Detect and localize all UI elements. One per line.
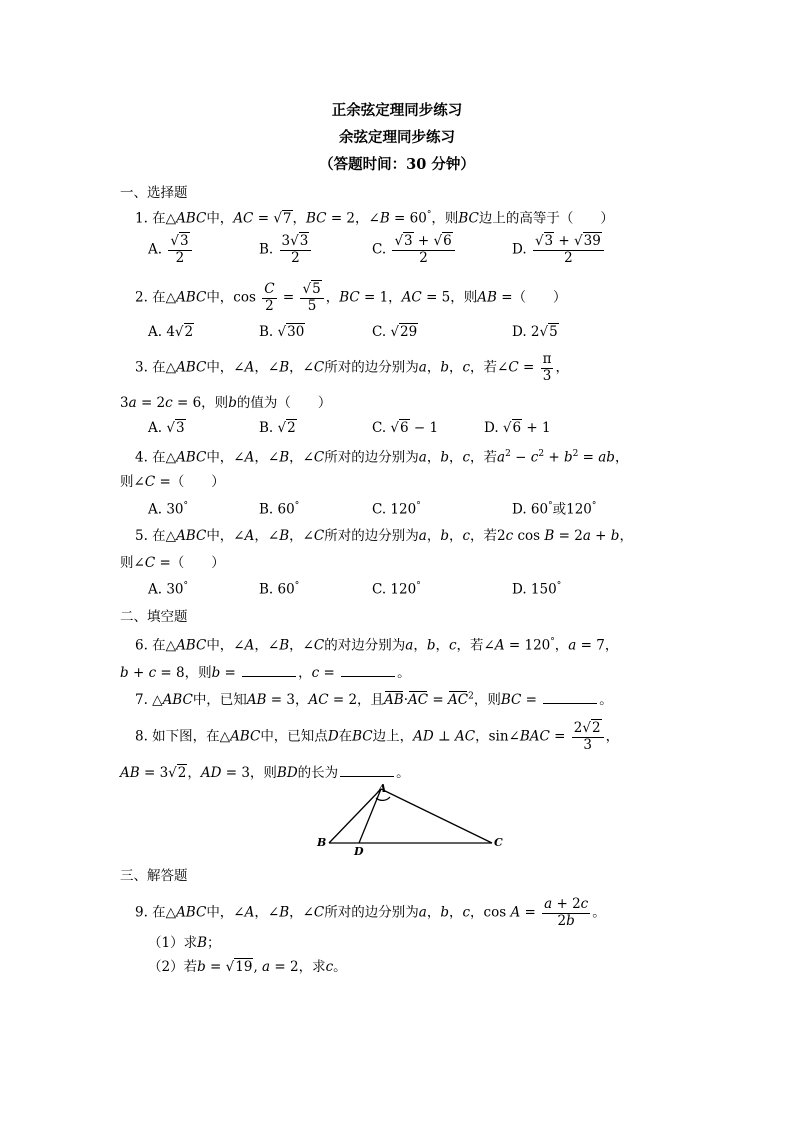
q7-answer-blank[interactable] xyxy=(543,691,597,704)
doc-title: 正余弦定理同步练习 xyxy=(331,102,463,119)
q5-option-c: C. 120° xyxy=(372,581,421,598)
q1-option-a: A. $\frac{√3}{2}$ xyxy=(148,234,194,266)
q9-stem: 9. 在△ABC中，∠A，∠B，∠C所对的边分别为a，b，c，cos A = $\frac{a + 2c}{2b}$ 。 xyxy=(135,896,606,929)
q2-option-a: A. 4√2 xyxy=(148,324,194,340)
side-ab xyxy=(329,789,381,843)
q5-stem-line2: 则∠C =（ ） xyxy=(120,555,225,571)
q4-stem-line2: 则∠C =（ ） xyxy=(120,474,225,490)
q8-answer-blank[interactable] xyxy=(340,764,394,777)
q3-option-b: B. √2 xyxy=(259,420,296,436)
q2-option-c: C. √29 xyxy=(372,324,418,340)
label-c: C xyxy=(494,836,503,849)
q1-option-d: D. $\frac{√3 + √39}{2}$ xyxy=(512,234,606,266)
q5-option-d: D. 150° xyxy=(512,581,562,598)
triangle-lines xyxy=(329,789,492,843)
q2-option-d: D. 2√5 xyxy=(512,324,558,340)
q4-option-a: A. 30° xyxy=(148,501,189,518)
q4-stem: 4. 在△ABC中，∠A，∠B，∠C所对的边分别为a，b，c，若$a^2 - c^2 + b^2$ = ab， xyxy=(135,449,629,466)
q2-stem: 2. 在△ABC中，cos $\frac{C}{2}$ = $\frac{√5}{5}$ ，BC = 1，AC = 5，则AB =（ ） xyxy=(135,281,567,314)
time-note: （答题时间：30 分钟） xyxy=(319,156,475,173)
triangle-figure xyxy=(310,780,510,856)
q8-stem: 8. 如下图，在△ABC中，已知点D在BC边上，AD ⊥ AC，sin∠BAC = $\frac{2√2}{3}$ ， xyxy=(135,720,620,753)
q6-stem: 6. 在△ABC中，∠A，∠B，∠C的对边分别为a，b，c，若∠A = 120°，a = 7， xyxy=(135,637,619,654)
section-answer: 三、解答题 xyxy=(120,868,188,884)
q7-stem: 7. △ABC中，已知AB = 3，AC = 2，且$AB\cdot AC = AC^2$，则BC = 。 xyxy=(135,691,613,708)
q9-part-2: （2）若b = √19, a = 2，求c。 xyxy=(148,959,347,975)
label-b: B xyxy=(317,836,327,849)
label-a: A xyxy=(378,782,387,795)
q6-answer-b-blank[interactable] xyxy=(242,664,296,677)
section-choice: 一、选择题 xyxy=(120,185,188,201)
doc-subtitle: 余弦定理同步练习 xyxy=(339,129,455,146)
q4-option-c: C. 120° xyxy=(372,501,421,518)
q5-option-b: B. 60° xyxy=(259,581,300,598)
label-d: D xyxy=(354,845,364,856)
q3-option-a: A. √3 xyxy=(148,420,185,436)
q3-option-d: D. √6 + 1 xyxy=(484,420,551,436)
q9-part-1: （1）求B； xyxy=(148,935,221,951)
q1-option-c: C. $\frac{√3 + √6}{2}$ xyxy=(372,234,457,266)
segment-ad xyxy=(359,789,381,843)
q6-stem-line2: b + c = 8，则b = ，c = 。 xyxy=(120,665,411,681)
q6-answer-c-blank[interactable] xyxy=(341,664,395,677)
q2-option-b: B. √30 xyxy=(259,324,305,340)
q1-option-b: B. $\frac{3√3}{2}$ xyxy=(259,234,313,266)
q8-stem-line2: AB = 3√2，AD = 3，则BD的长为 。 xyxy=(120,765,410,781)
q1-stem: 1. 在△ABC中，AC = √7，BC = 2，∠B = 60°，则BC边上的高等于（ ） xyxy=(135,210,614,227)
q3-stem-line2: 3a = 2c = 6，则b的值为（ ） xyxy=(120,395,332,411)
side-ac xyxy=(381,789,492,843)
q4-option-d: D. 60°或120° xyxy=(512,501,597,518)
q3-option-c: C. √6 − 1 xyxy=(372,420,439,436)
q3-stem: 3. 在△ABC中，∠A，∠B，∠C所对的边分别为a，b，c，若∠C = $\frac{\pi}{3}$ ， xyxy=(135,351,569,384)
q5-option-a: A. 30° xyxy=(148,581,189,598)
q5-stem: 5. 在△ABC中，∠A，∠B，∠C所对的边分别为a，b，c，若2c cos B = 2a + b， xyxy=(135,528,633,544)
section-fill: 二、填空题 xyxy=(120,609,188,625)
q4-option-b: B. 60° xyxy=(259,501,300,518)
